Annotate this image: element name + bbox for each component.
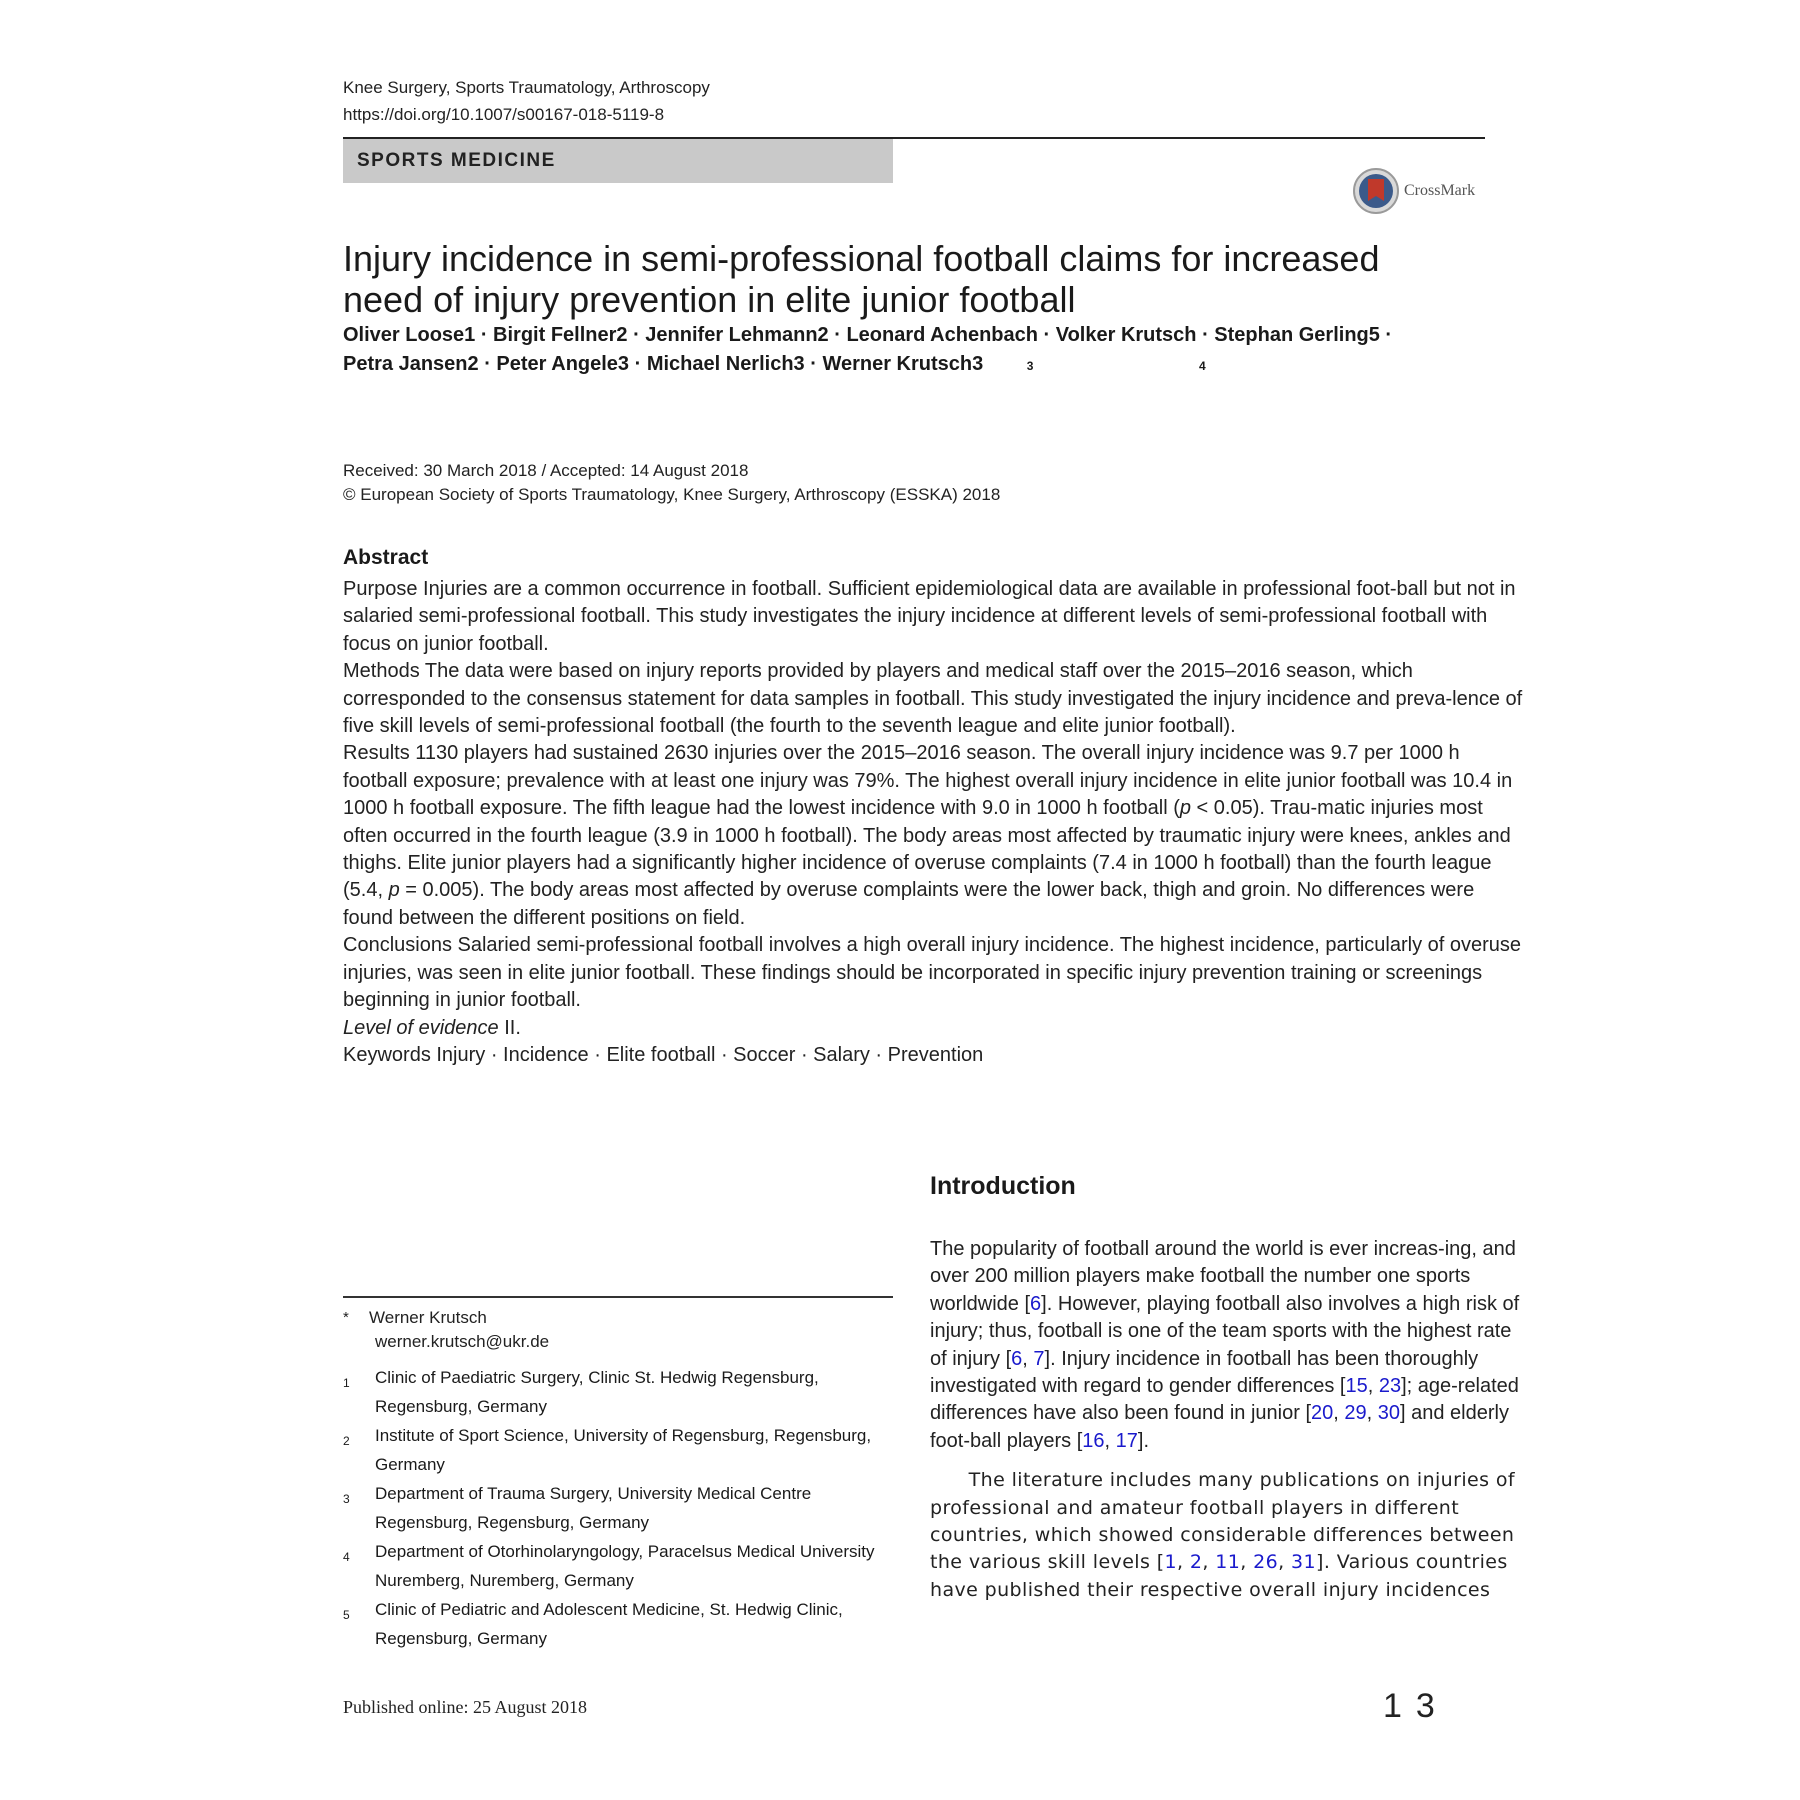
abstract-conclusions: Conclusions Salaried semi-professional football involves a high overall injury incidence. The highest incidence, particularly of overuse injuries, was seen in elite junior football. These findings should be incorporated in specific injury prevention training or screenings beginning in junior football.: [343, 934, 1522, 1012]
intro-paragraph-1: The popularity of football around the world is ever increas-ing, and over 200 million players make football the number one sports worldwide [6]. However, playing football also involves a high risk of injury; thus, football is one of the team sports with the highest rate of injury [6, 7]. Injury incidence in football has been thoroughly investigated with regard to gender differences [15, 23]; age-related differences have also been found in junior [20, 29, 30] and elderly foot-ball players [16, 17].: [930, 1238, 1520, 1452]
keywords: Keywords Injury · Incidence · Elite football · Soccer · Salary · Prevention: [343, 1043, 984, 1066]
citation-link[interactable]: 26: [1253, 1551, 1279, 1574]
citation-link[interactable]: 30: [1377, 1402, 1401, 1425]
citation-link[interactable]: 6: [1011, 1347, 1023, 1370]
title-line-2: need of injury prevention in elite junior football: [343, 279, 1076, 320]
abstract-purpose: Purpose Injuries are a common occurrence in football. Sufficient epidemiological data are available in professional foot-ball but not in salaried semi-professional football. This study investigates the injury incidence at different levels of semi-professional football with focus on junior football.: [343, 578, 1516, 655]
affiliation-item: 2 Institute of Sport Science, University of Regensburg, Regensburg, Germany: [343, 1426, 872, 1474]
corresponding-name: Werner Krutsch: [369, 1308, 487, 1327]
corresponding-star: *: [343, 1309, 349, 1326]
introduction-heading: Introduction: [930, 1172, 1076, 1200]
affiliation-item: 1 Clinic of Paediatric Surgery, Clinic St. Hedwig Regensburg, Regensburg, Germany: [343, 1368, 819, 1416]
citation-link[interactable]: 16: [1082, 1429, 1105, 1452]
journal-name: Knee Surgery, Sports Traumatology, Arthroscopy: [343, 78, 710, 97]
affiliation-item: 3 Department of Trauma Surgery, University Medical Centre Regensburg, Regensburg, Germany: [343, 1484, 812, 1532]
intro-paragraph-2: The literature includes many publications on injuries of professional and amateur football players in different countries, which showed considerable differences between the various skill levels [1, 2, 11, 26, 31]. Various countries have published their respective overall injury incidences: [930, 1469, 1515, 1601]
citation-link[interactable]: 23: [1378, 1375, 1402, 1398]
stray-mark-4: 4: [1199, 359, 1206, 373]
citation-link[interactable]: 1: [1164, 1551, 1178, 1574]
citation-link[interactable]: 20: [1311, 1402, 1334, 1425]
abstract-results: Results 1130 players had sustained 2630 injuries over the 2015–2016 season. The overall injury incidence was 9.7 per 1000 h football exposure; prevalence with at least one injury was 79%. The highest overall injury incidence in elite junior football was 10.4 in 1000 h football exposure. The fifth league had the lowest incidence with 9.0 in 1000 h football (p < 0.05). Trau-matic injuries most often occurred in the fourth league (3.9 in 1000 h football). The body areas most affected by traumatic injury were knees, ankles and thighs. Elite junior players had a significantly higher incidence of overuse complaints (7.4 in 1000 h football) than the fourth league (5.4, p = 0.005). The body areas most affected by overuse complaints were the lower back, thigh and groin. No differences were found between the different positions on field.: [343, 742, 1513, 929]
affiliations-list: [343, 1363, 903, 1653]
citation-link[interactable]: 31: [1291, 1551, 1317, 1574]
citation-link[interactable]: 29: [1344, 1402, 1367, 1425]
citation-link[interactable]: 6: [1030, 1292, 1042, 1315]
abstract-body: [343, 576, 1523, 1069]
stray-mark-3: 3: [1026, 359, 1034, 373]
title-line-1: Injury incidence in semi-professional football claims for increased: [343, 238, 1380, 279]
abstract-methods: Methods The data were based on injury reports provided by players and medical staff over the 2015–2016 season, which corresponded to the consensus statement for data samples in football. This study investigated the injury incidence and preva-lence of five skill levels of semi-professional football (the fourth to the seventh league and elite junior football).: [343, 660, 1523, 738]
affiliation-item: 4 Department of Otorhinolaryngology, Paracelsus Medical University Nuremberg, Nuremberg, Germany: [343, 1542, 875, 1590]
introduction-body: [930, 1236, 1530, 1604]
citation-link[interactable]: 7: [1033, 1347, 1045, 1370]
received-accepted: Received: 30 March 2018 / Accepted: 14 August 2018: [343, 461, 749, 480]
published-online: Published online: 25 August 2018: [343, 1697, 588, 1717]
authors-line-1: Oliver Loose1 · Birgit Fellner2 · Jennifer Lehmann2 · Leonard Achenbach · Volker Krutsch · Stephan Gerling5 ·: [343, 324, 1393, 346]
author-list: [343, 321, 1483, 381]
citation-link[interactable]: 2: [1189, 1551, 1203, 1574]
footnote-rule: [343, 1296, 893, 1298]
affiliation-item: 5 Clinic of Pediatric and Adolescent Medicine, St. Hedwig Clinic, Regensburg, Germany: [343, 1600, 843, 1648]
citation-link[interactable]: 17: [1115, 1429, 1138, 1452]
copyright-notice: © European Society of Sports Traumatology, Knee Surgery, Arthroscopy (ESSKA) 2018: [343, 485, 1001, 504]
journal-header: [343, 74, 710, 128]
authors-line-2: Petra Jansen2 · Peter Angele3 · Michael Nerlich3 · Werner Krutsch3 3 4: [343, 353, 1206, 375]
level-of-evidence: Level of evidence II.: [343, 1016, 521, 1039]
crossmark-label: CrossMark: [1404, 182, 1476, 199]
abstract-heading: Abstract: [343, 546, 429, 569]
doi-link[interactable]: https://doi.org/10.1007/s00167-018-5119-8: [343, 105, 665, 124]
citation-link[interactable]: 15: [1345, 1375, 1368, 1398]
citation-link[interactable]: 11: [1215, 1551, 1241, 1574]
corresponding-email[interactable]: werner.krutsch@ukr.de: [375, 1332, 550, 1351]
article-dates: [343, 459, 1000, 507]
crossmark-icon: [1352, 167, 1400, 215]
article-title: [343, 238, 1443, 320]
springer-page-mark: 13: [1383, 1687, 1449, 1725]
corresponding-author: [343, 1306, 893, 1354]
section-label: SPORTS MEDICINE: [343, 139, 893, 183]
crossmark-badge[interactable]: [1352, 164, 1492, 218]
